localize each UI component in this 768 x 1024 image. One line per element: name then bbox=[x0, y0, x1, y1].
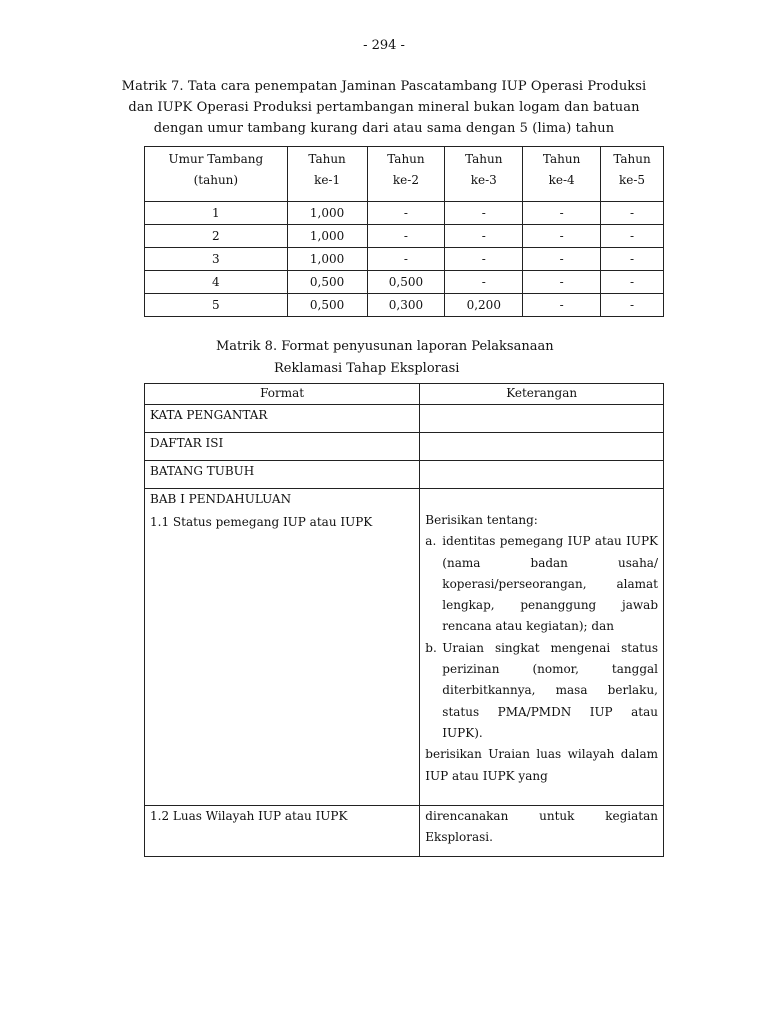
matrix7-caption-line: dan IUPK Operasi Produksi pertambangan mineral bukan logam dan batuan bbox=[128, 100, 640, 115]
table-cell: - bbox=[523, 248, 601, 271]
table-cell: 2 bbox=[145, 225, 288, 248]
table-header-row bbox=[145, 384, 664, 405]
table-cell: 0,300 bbox=[367, 294, 445, 317]
matrix7-caption-line: dengan umur tambang kurang dari atau sama dengan 5 (lima) tahun bbox=[153, 121, 615, 136]
table-cell: 0,200 bbox=[445, 294, 523, 317]
table-cell: - bbox=[367, 202, 445, 225]
list-text: identitas pemegang IUP atau IUPK (nama badan usaha/ koperasi/perseorangan, alamat lengkap, penanggung jawab rencana atau kegiatan); dan bbox=[442, 534, 658, 634]
table-cell: - bbox=[601, 294, 664, 317]
list-item bbox=[425, 638, 658, 744]
format-cell: BATANG TUBUH bbox=[145, 461, 420, 489]
format-cell: DAFTAR ISI bbox=[145, 433, 420, 461]
header-cell: Tahun ke-4 bbox=[523, 147, 601, 202]
table-row bbox=[145, 294, 664, 317]
list-text: Uraian singkat mengenai status perizinan (nomor, tanggal diterbitkannya, masa berlaku, status PMA/PMDN IUP atau IUPK). bbox=[442, 640, 658, 740]
table-row bbox=[145, 806, 664, 857]
table-cell: 1,000 bbox=[287, 225, 367, 248]
keterangan-cell: direncanakan untuk kegiatan Eksplorasi. bbox=[420, 806, 664, 857]
format-cell: KATA PENGANTAR bbox=[145, 405, 420, 433]
matrix8-table bbox=[144, 383, 664, 857]
table-cell: 1 bbox=[145, 202, 288, 225]
format-cell bbox=[145, 489, 420, 806]
header-cell: Tahun ke-2 bbox=[367, 147, 445, 202]
table-cell: 1,000 bbox=[287, 248, 367, 271]
table-cell: - bbox=[523, 271, 601, 294]
header-cell: Umur Tambang (tahun) bbox=[145, 147, 288, 202]
header-cell: Tahun ke-1 bbox=[287, 147, 367, 202]
table-header-row bbox=[145, 147, 664, 202]
table-row bbox=[145, 433, 664, 461]
table-cell: - bbox=[523, 225, 601, 248]
table-cell: - bbox=[445, 202, 523, 225]
table-cell: - bbox=[601, 202, 664, 225]
keterangan-intro: Berisikan tentang: bbox=[425, 513, 538, 527]
table-cell: 1,000 bbox=[287, 202, 367, 225]
header-cell: Tahun ke-3 bbox=[445, 147, 523, 202]
table-cell: 0,500 bbox=[287, 294, 367, 317]
header-format: Format bbox=[145, 384, 420, 405]
table-cell: - bbox=[445, 271, 523, 294]
table-row bbox=[145, 202, 664, 225]
format-cell: 1.2 Luas Wilayah IUP atau IUPK bbox=[145, 806, 420, 857]
table-cell: 0,500 bbox=[367, 271, 445, 294]
matrix7-caption bbox=[60, 76, 708, 139]
table-cell: - bbox=[601, 271, 664, 294]
list-marker: b. bbox=[425, 640, 437, 655]
table-row bbox=[145, 271, 664, 294]
keterangan-tail: berisikan Uraian luas wilayah dalam IUP atau IUPK yang bbox=[425, 747, 658, 783]
table-row bbox=[145, 489, 664, 806]
keterangan-cell bbox=[420, 433, 664, 461]
matrix7-caption-line: Matrik 7. Tata cara penempatan Jaminan Pascatambang IUP Operasi Produksi bbox=[121, 79, 647, 94]
table-cell: 4 bbox=[145, 271, 288, 294]
table-cell: - bbox=[601, 225, 664, 248]
table-row bbox=[145, 248, 664, 271]
keterangan-cell bbox=[420, 461, 664, 489]
table-cell: - bbox=[523, 294, 601, 317]
keterangan-cell bbox=[420, 405, 664, 433]
list-marker: a. bbox=[425, 534, 437, 549]
subsection-label: 1.1 Status pemegang IUP atau IUPK bbox=[150, 515, 373, 529]
page-number: - 294 - bbox=[363, 38, 405, 53]
table-row bbox=[145, 405, 664, 433]
table-row bbox=[145, 461, 664, 489]
table-cell: - bbox=[601, 248, 664, 271]
table-cell: - bbox=[445, 225, 523, 248]
matrix7-table bbox=[144, 146, 664, 317]
matrix8-caption-line1: Matrik 8. Format penyusunan laporan Pelaksanaan bbox=[216, 339, 554, 354]
matrix8-caption-line2: Reklamasi Tahap Eksplorasi bbox=[274, 361, 460, 376]
table-cell: 0,500 bbox=[287, 271, 367, 294]
table-row bbox=[145, 225, 664, 248]
table-cell: - bbox=[523, 202, 601, 225]
header-keterangan: Keterangan bbox=[420, 384, 664, 405]
bab-heading: BAB I PENDAHULUAN bbox=[150, 492, 292, 506]
table-cell: - bbox=[445, 248, 523, 271]
list-item bbox=[425, 531, 658, 637]
table-cell: - bbox=[367, 225, 445, 248]
keterangan-cell bbox=[420, 489, 664, 806]
table-cell: 3 bbox=[145, 248, 288, 271]
header-cell: Tahun ke-5 bbox=[601, 147, 664, 202]
table-cell: - bbox=[367, 248, 445, 271]
table-cell: 5 bbox=[145, 294, 288, 317]
